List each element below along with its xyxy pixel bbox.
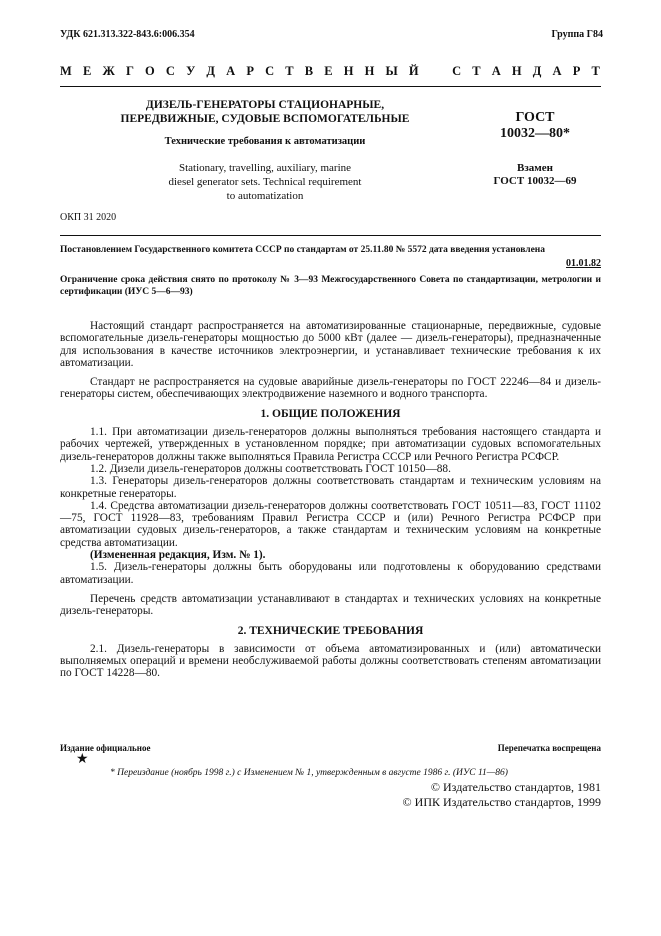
banner-letter: Н: [364, 64, 375, 78]
interstate-standard-banner: [60, 64, 600, 79]
title-line-1: ДИЗЕЛЬ-ГЕНЕРАТОРЫ СТАЦИОНАРНЫЕ,: [145, 99, 385, 111]
official-edition-label: Издание официальное: [60, 743, 151, 753]
star-icon: ★: [76, 752, 89, 767]
section-1-heading: 1. ОБЩИЕ ПОЛОЖЕНИЯ: [260, 407, 401, 420]
banner-letter: Т: [472, 64, 481, 78]
banner-letter: Р: [246, 64, 254, 78]
english-title: [80, 161, 450, 203]
replaces-label: Взамен: [517, 162, 553, 174]
decree-text: Постановлением Государственного комитета СССР по стандартам от 25.11.80 № 5572 дата введения установлена: [60, 245, 546, 255]
okp-divider: [60, 235, 601, 236]
okp-code: ОКП 31 2020: [60, 212, 117, 223]
banner-letter: С: [265, 64, 275, 78]
english-title-line: to automatization: [226, 190, 304, 202]
banner-letter: С: [452, 64, 462, 78]
paragraph-1-3: 1.3. Генераторы дизель-генераторов должны соответствовать стандартам и техническим условиям на конкретные генераторы.: [60, 475, 601, 500]
group-code: Группа Г84: [551, 29, 603, 40]
banner-letter: Н: [511, 64, 522, 78]
banner-letter: Н: [343, 64, 354, 78]
banner-letter: Е: [82, 64, 92, 78]
subtitle: Технические требования к автоматизации: [164, 136, 366, 147]
banner-letter: Т: [591, 64, 600, 78]
copyright-1999: © ИПК Издательство стандартов, 1999: [402, 795, 601, 809]
paragraph-exclusions: Стандарт не распространяется на судовые аварийные дизель-генераторы по ГОСТ 22246—84 и дизель-генераторы систем, обеспечивающих электродвижение наземного и водного транспорта.: [60, 376, 601, 401]
gost-designation: [470, 110, 600, 188]
validity-limit-note: Ограничение срока действия снято по протоколу № 3—93 Межгосударственного Совета по стандартизации, метрологии и сертификации (ИУС 5—6—93): [60, 275, 601, 297]
banner-letter: Р: [572, 64, 581, 78]
paragraph-1-5: 1.5. Дизель-генераторы должны быть оборудованы или подготовлены к оборудованию средствами автоматизации.: [60, 561, 601, 586]
copyright-1981: © Издательство стандартов, 1981: [430, 780, 601, 794]
introduction-date: 01.01.82: [566, 258, 601, 269]
reprint-prohibited-label: Перепечатка воспрещена: [497, 743, 601, 753]
banner-letter: С: [165, 64, 175, 78]
banner-letter: Д: [532, 64, 542, 78]
header-divider: [60, 86, 601, 87]
banner-letter: А: [226, 64, 236, 78]
banner-letter: О: [145, 64, 155, 78]
title-block: [80, 98, 450, 203]
title-line-2: ПЕРЕДВИЖНЫЕ, СУДОВЫЕ ВСПОМОГАТЕЛЬНЫЕ: [120, 113, 410, 125]
english-title-line: diesel generator sets. Technical requirement: [168, 176, 362, 188]
banner-letter: Г: [125, 64, 134, 78]
banner-letter: А: [552, 64, 562, 78]
banner-letter: Д: [206, 64, 216, 78]
english-title-line: Stationary, travelling, auxiliary, marine: [178, 162, 352, 174]
gost-label: ГОСТ: [515, 110, 555, 125]
banner-letter: Ж: [102, 64, 115, 78]
banner-letter: Ы: [385, 64, 398, 78]
banner-letter: У: [186, 64, 196, 78]
banner-letter: Й: [408, 64, 419, 78]
reissue-note: * Переиздание (ноябрь 1998 г.) с Изменением № 1, утвержденным в августе 1986 г. (ИУС 11—86): [110, 768, 508, 778]
gost-number: 10032—80*: [500, 126, 570, 141]
banner-letter: М: [60, 64, 72, 78]
paragraph-1-4: 1.4. Средства автоматизации дизель-генераторов должны соответствовать ГОСТ 10511—83, ГОСТ 11102—75, ГОСТ 11928—83, требованиям Правил Регистра СССР и (или) Речного Регистра РСФСР при автоматизации судовых дизель-генераторов, а также стандартам и техническим условиям на конкретные средства автоматизации.: [60, 499, 601, 549]
banner-letter: А: [491, 64, 501, 78]
section-2-heading: 2. ТЕХНИЧЕСКИЕ ТРЕБОВАНИЯ: [237, 624, 424, 637]
paragraph-1-2: 1.2. Дизели дизель-генераторов должны соответствовать ГОСТ 10150—88.: [90, 462, 451, 475]
replaces-value: ГОСТ 10032—69: [493, 175, 577, 187]
paragraph-scope: Настоящий стандарт распространяется на автоматизированные стационарные, передвижные, судовые вспомогательные дизель-генераторы мощностью до 5000 кВт (далее — дизель-генераторы), предназначенные для использования в качестве источников электроэнергии, и устанавливает технические требования к их автоматизации.: [60, 320, 601, 369]
document-body: [60, 320, 601, 680]
banner-letter: Т: [285, 64, 294, 78]
banner-letter: Е: [324, 64, 333, 78]
paragraph-2-1: 2.1. Дизель-генераторы в зависимости от объема автоматизированных и (или) автоматически выполняемых операций и времени необслуживаемой работы должны соответствовать степеням автоматизации по ГОСТ 14228—80.: [60, 642, 601, 680]
banner-letter: В: [304, 64, 314, 78]
udk-code: УДК 621.313.322-843.6:006.354: [60, 29, 195, 40]
paragraph-1-1: 1.1. При автоматизации дизель-генераторов должны выполняться требования настоящего стандарта и рабочих чертежей, утвержденных в установленном порядке; при автоматизации судовых вспомогательных дизель-генераторов должны также выполняться Правила Регистра СССР или Речного Регистра РСФСР.: [60, 426, 601, 463]
amendment-note: (Измененная редакция, Изм. № 1).: [90, 549, 266, 562]
paragraph-1-5-list: Перечень средств автоматизации устанавливают в стандартах и технических условиях на конкретные дизель-генераторы.: [60, 592, 601, 618]
